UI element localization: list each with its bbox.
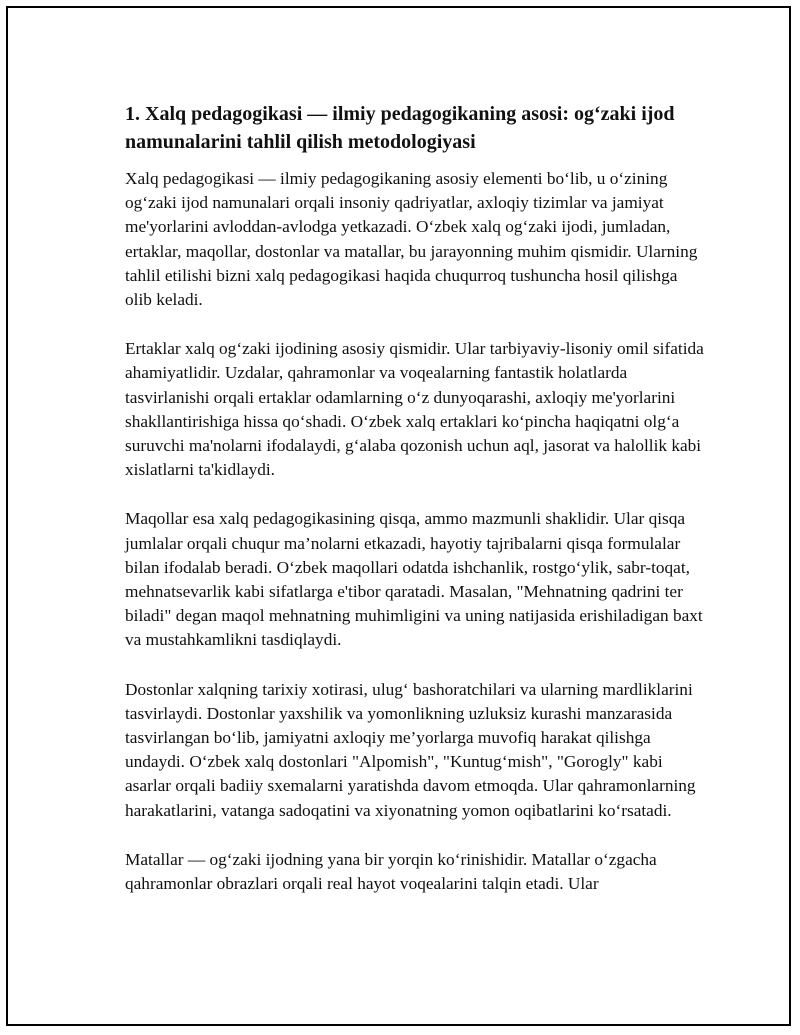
page-frame: [6, 6, 791, 1026]
document-title: 1. Xalq pedagogikasi — ilmiy pedagogikaning asosi: og‘zaki ijod namunalarini tahlil qilish metodologiyasi: [125, 103, 675, 153]
document-body: [125, 100, 705, 921]
paragraph-ertaklar: Ertaklar xalq og‘zaki ijodining asosiy qismidir. Ular tarbiyaviy-lisoniy omil sifatida ahamiyatlidir. Uzdalar, qahramonlar va voqealarning fantastik holatlarda tasvirlanishi orqali ertaklar odamlarning o‘z dunyoqarashi, axloqiy me'yorlarini shakllantirishiga hissa qo‘shadi. O‘zbek xalq ertaklari ko‘pincha haqiqatni olg‘a suruvchi ma'nolarni ifodalaydi, g‘alaba qozonish uchun aql, jasorat va halollik kabi xislatlarni ta'kidlaydi.: [125, 339, 704, 480]
paragraph-matallar: Matallar — og‘zaki ijodning yana bir yorqin ko‘rinishidir. Matallar o‘zgacha qahramonlar obrazlari orqali real hayot voqealarini talqin etadi. Ular: [125, 849, 657, 894]
paragraph-maqollar: Maqollar esa xalq pedagogikasining qisqa, ammo mazmunli shaklidir. Ular qisqa jumlalar orqali chuqur ma’nolarni etkazadi, hayotiy tajribalarni qisqa formulalar bilan ifodalab beradi. O‘zbek maqollari odatda ishchanlik, rostgo‘ylik, sabr-toqat, mehnatsevarlik kabi sifatlarga e'tibor qaratadi. Masalan, "Mehnatning qadrini ter biladi" degan maqol mehnatning muhimligini va uning natijasida erishiladigan baxt va mustahkamlikni tasdiqlaydi.: [125, 509, 703, 650]
paragraph-dostonlar: Dostonlar xalqning tarixiy xotirasi, ulug‘ bashoratchilari va ularning mardliklarini tasvirlaydi. Dostonlar yaxshilik va yomonlikning uzluksiz kurashi manzarasida tasvirlangan bo‘lib, jamiyatni axloqiy me’yorlarga muvofiq harakat qilishga undaydi. O‘zbek xalq dostonlari "Alpomish", "Kuntug‘mish", "Gorogly" kabi asarlar orqali badiiy sxemalarni yaratishda davom etmoqda. Ular qahramonlarning harakatlarini, vatanga sadoqatini va xiyonatning yomon oqibatlarini ko‘rsatadi.: [125, 679, 696, 820]
paragraph-intro: Xalq pedagogikasi — ilmiy pedagogikaning asosiy elementi bo‘lib, u o‘zining og‘zaki ijod namunalari orqali insoniy qadriyatlar, axloqiy tizimlar va jamiyat me'yorlarini avloddan-avlodga yetkazadi. O‘zbek xalq og‘zaki ijodi, jumladan, ertaklar, maqollar, dostonlar va matallar, bu jarayonning muhim qismidir. Ularning tahlil etilishi bizni xalq pedagogikasi haqida chuqurroq tushuncha hosil qilishga olib keladi.: [125, 169, 698, 310]
